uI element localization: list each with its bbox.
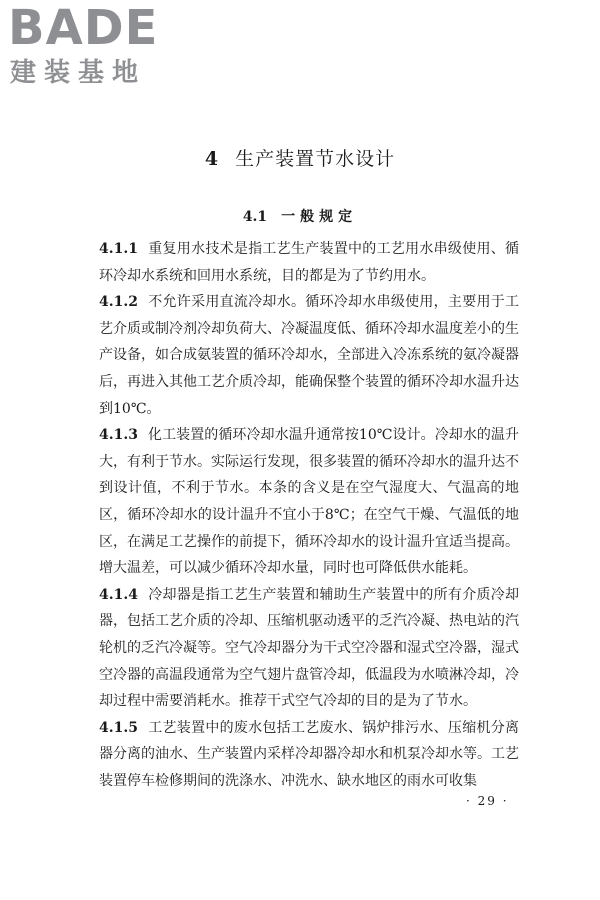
clause-paragraph [99,289,519,422]
clause-text: 化工装置的循环冷却水温升通常按10℃设计。冷却水的温升大，有利于节水。实际运行发现，很多装置的循环冷却水的温升达不到设计值，不利于节水。本条的含义是在空气湿度大、气温高的地区，循环冷却水的设计温升不宜小于8℃；在空气干燥、气温低的地区，在满足工艺操作的前提下，循环冷却水的设计温升宜适当提高。增大温差，可以减少循环冷却水量，同时也可降低供水能耗。 [99,427,519,577]
page-number: · 29 · [466,794,509,808]
clause-number: 4.1.3 [99,427,138,444]
clause-paragraph [99,582,519,715]
chapter-title [0,144,600,171]
section-title [0,206,600,226]
section-title-text: 一般规定 [281,209,358,225]
clause-text: 冷却器是指工艺生产装置和辅助生产装置中的所有介质冷却器，包括工艺介质的冷却、压缩机驱动透平的乏汽冷凝、热电站的汽轮机的乏汽冷凝等。空气冷却器分为干式空冷器和湿式空冷器，湿式空冷器的高温段通常为空气翅片盘管冷却，低温段为水喷淋冷却，冷却过程中需要消耗水。推荐干式空气冷却的目的是为了节水。 [99,586,519,710]
clause-text: 重复用水技术是指工艺生产装置中的工艺用水串级使用、循环冷却水系统和回用水系统，目的都是为了节约用水。 [99,241,519,284]
logo-subtitle: 建装基地 [10,58,147,88]
clause-number: 4.1.4 [99,586,138,603]
logo-wordmark: BADE [8,0,159,56]
section-number: 4.1 [242,209,268,225]
clause-paragraph [99,422,519,582]
chapter-title-text: 生产装置节水设计 [235,148,396,170]
clause-text: 不允许采用直流冷却水。循环冷却水串级使用，主要用于工艺介质或制冷剂冷却负荷大、冷凝温度低、循环冷却水温度差小的生产设备，如合成氨装置的循环冷却水，全部进入冷冻系统的氨冷凝器后，再进入其他工艺介质冷却，能确保整个装置的循环冷却水温升达到10℃。 [99,294,519,417]
bade-logo [8,2,178,94]
clause-paragraph [99,715,519,795]
clause-number: 4.1.5 [99,719,138,736]
clause-paragraph [99,236,519,289]
clause-number: 4.1.2 [99,294,138,311]
body-text [99,236,519,794]
clause-text: 工艺装置中的废水包括工艺废水、锅炉排污水、压缩机分离器分离的油水、生产装置内采样冷却器冷却水和机泵冷却水等。工艺装置停车检修期间的洗涤水、冲洗水、缺水地区的雨水可收集 [99,719,519,789]
chapter-number: 4 [204,148,220,170]
clause-number: 4.1.1 [99,241,138,257]
